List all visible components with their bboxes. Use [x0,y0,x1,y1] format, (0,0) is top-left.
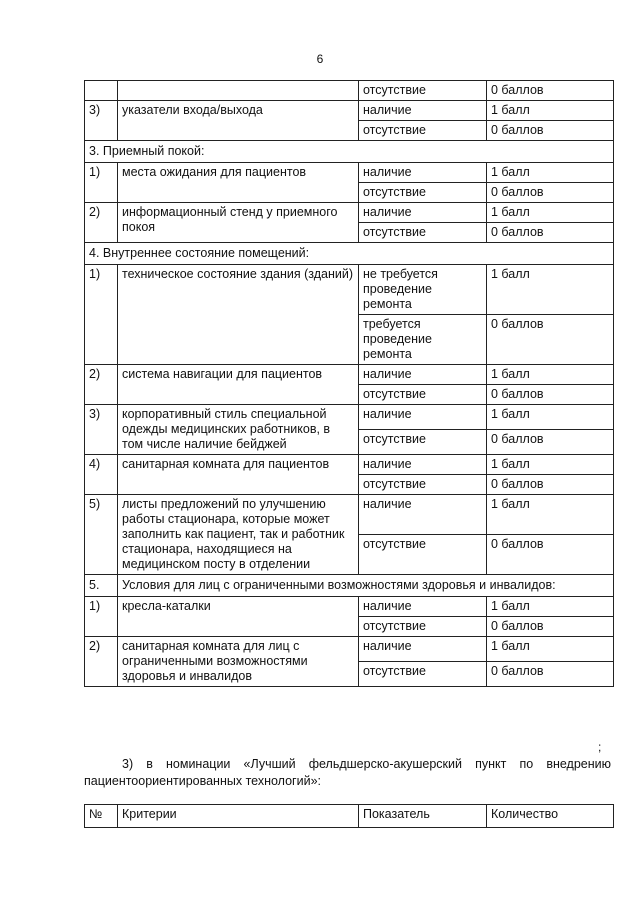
table-row [85,365,614,385]
table-row [85,637,614,662]
indicator-cell: отсутствие [359,385,487,405]
indicator-cell: наличие [359,163,487,183]
table-header-row [85,805,614,828]
indicator-cell: не требуется проведение ремонта [359,265,487,315]
score-cell: 0 баллов [487,475,614,495]
indicator-cell: отсутствие [359,475,487,495]
header-criteria: Критерии [118,805,359,828]
indicator-cell: наличие [359,203,487,223]
section-number: 5. [85,575,118,597]
indicator-cell: отсутствие [359,183,487,203]
score-cell: 1 балл [487,405,614,430]
criterion-cell: места ожидания для пациентов [118,163,359,203]
criterion-cell [118,81,359,101]
table-row [85,81,614,101]
row-number: 2) [85,637,118,687]
row-number: 3) [85,101,118,141]
table-row [85,101,614,121]
score-cell: 1 балл [487,597,614,617]
row-number: 1) [85,597,118,637]
score-cell: 0 баллов [487,535,614,575]
score-cell: 0 баллов [487,183,614,203]
indicator-cell: отсутствие [359,223,487,243]
section-row [85,141,614,163]
table-row [85,163,614,183]
next-table-header [84,804,614,828]
indicator-cell: наличие [359,597,487,617]
indicator-cell: отсутствие [359,81,487,101]
row-number: 5) [85,495,118,575]
nomination-paragraph: 3) в номинации «Лучший фельдшерско-акушерский пункт по внедрению пациентоориентированных технологий»: [84,757,611,788]
criterion-cell: техническое состояние здания (зданий) [118,265,359,365]
table-row [85,405,614,430]
header-num: № [85,805,118,828]
indicator-cell: отсутствие [359,617,487,637]
criterion-cell: корпоративный стиль специальной одежды медицинских работников, в том числе наличие бейджей [118,405,359,455]
indicator-cell: наличие [359,405,487,430]
criterion-cell: санитарная комната для лиц с ограниченными возможностями здоровья и инвалидов [118,637,359,687]
row-number: 4) [85,455,118,495]
indicator-cell: наличие [359,365,487,385]
score-cell: 1 балл [487,265,614,315]
section-row [85,575,614,597]
score-cell: 0 баллов [487,223,614,243]
criterion-cell: информационный стенд у приемного покоя [118,203,359,243]
indicator-cell: наличие [359,637,487,662]
score-cell: 0 баллов [487,121,614,141]
indicator-cell: наличие [359,455,487,475]
criterion-cell: листы предложений по улучшению работы стационара, которые может заполнить как пациент, так и работник стационара, находящиеся на медицинском посту в отделении [118,495,359,575]
row-number: 3) [85,405,118,455]
score-cell: 0 баллов [487,617,614,637]
indicator-cell: отсутствие [359,535,487,575]
indicator-cell: отсутствие [359,430,487,455]
row-number: 1) [85,163,118,203]
indicator-cell: отсутствие [359,662,487,687]
indicator-cell: наличие [359,495,487,535]
table-row [85,597,614,617]
criterion-cell: санитарная комната для пациентов [118,455,359,495]
score-cell: 0 баллов [487,430,614,455]
row-number: 2) [85,203,118,243]
criterion-cell: указатели входа/выхода [118,101,359,141]
score-cell: 1 балл [487,101,614,121]
header-indicator: Показатель [359,805,487,828]
table-row [85,265,614,315]
score-cell: 1 балл [487,455,614,475]
score-cell: 1 балл [487,203,614,223]
criterion-cell: кресла-каталки [118,597,359,637]
row-number: 2) [85,365,118,405]
section-title: 3. Приемный покой: [85,141,614,163]
section-row [85,243,614,265]
table-row [85,495,614,535]
criterion-cell: система навигации для пациентов [118,365,359,405]
criteria-table [84,80,614,687]
score-cell: 0 баллов [487,385,614,405]
score-cell: 1 балл [487,637,614,662]
section-title: 4. Внутреннее состояние помещений: [85,243,614,265]
table-row [85,455,614,475]
score-cell: 1 балл [487,163,614,183]
semicolon-mark: ; [598,740,602,754]
indicator-cell: отсутствие [359,121,487,141]
table-row [85,203,614,223]
indicator-cell: наличие [359,101,487,121]
page-number: 6 [316,52,324,66]
header-quantity: Количество [487,805,614,828]
section-title: Условия для лиц с ограниченными возможностями здоровья и инвалидов: [118,575,614,597]
score-cell: 1 балл [487,365,614,385]
row-number: 1) [85,265,118,365]
score-cell: 0 баллов [487,662,614,687]
row-number [85,81,118,101]
indicator-cell: требуется проведение ремонта [359,315,487,365]
score-cell: 0 баллов [487,315,614,365]
score-cell: 0 баллов [487,81,614,101]
score-cell: 1 балл [487,495,614,535]
